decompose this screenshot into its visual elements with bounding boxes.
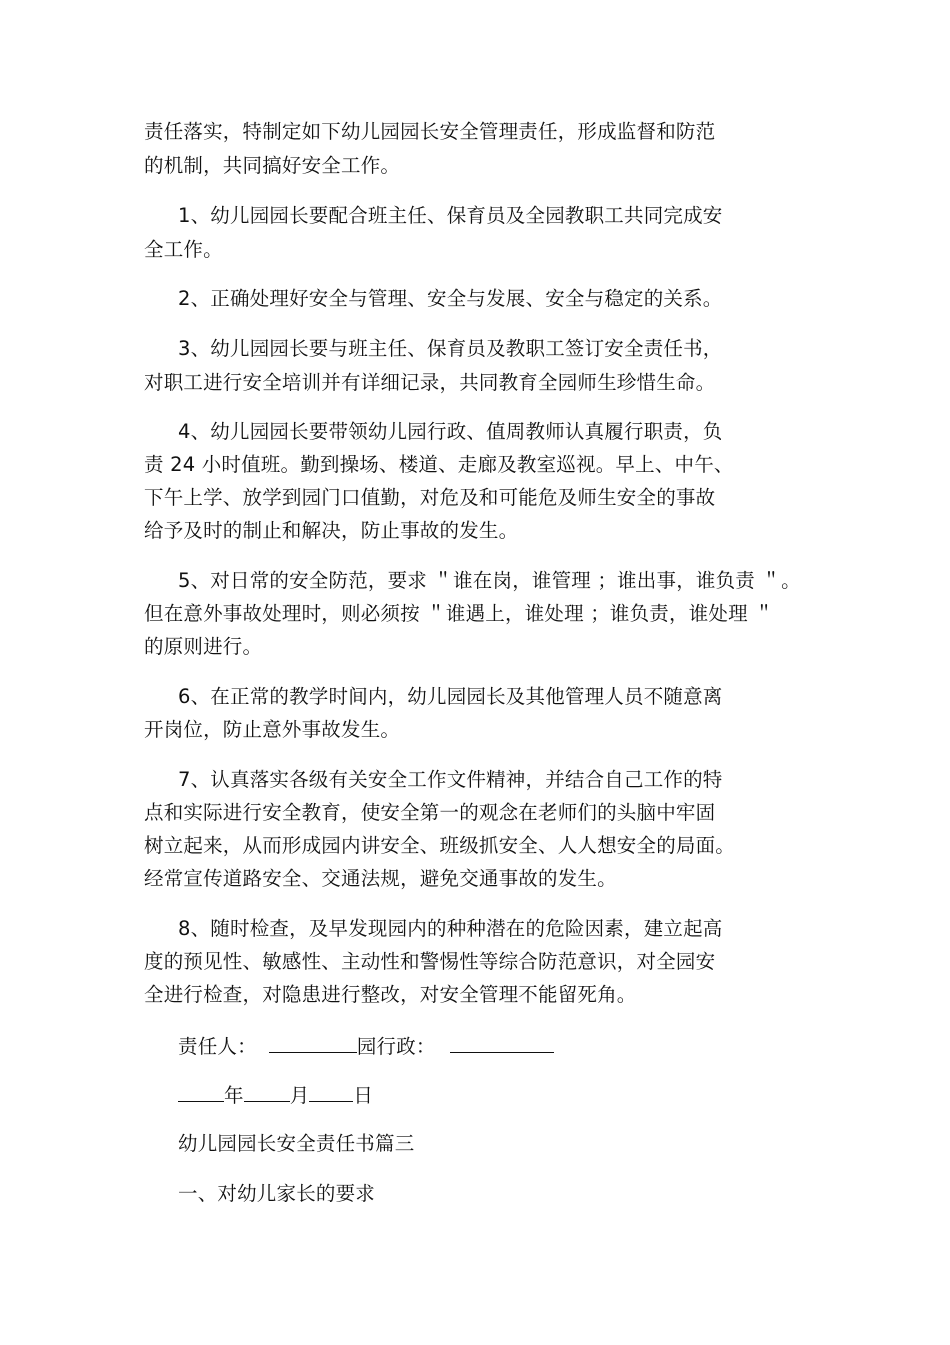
month-blank [244,1082,290,1102]
item-8-line-3: 全进行检查，对隐患进行整改，对安全管理不能留死角。 [144,983,637,1006]
responsible-label: 责任人： [178,1035,257,1058]
item-4-line-1: 4、幼儿园园长要带领幼儿园行政、值周教师认真履行职责，负 [178,420,723,443]
item-2-line-1: 2、正确处理好安全与管理、安全与发展、安全与稳定的关系。 [178,287,723,310]
admin-label: 园行政： [356,1035,436,1058]
day-blank [309,1082,353,1102]
item-8-line-1: 8、随时检查，及早发现园内的种种潜在的危险因素，建立起高 [178,917,723,940]
item-5-line-2: 但在意外事故处理时，则必须按 ＂谁遇上，谁处理 ；谁负责，谁处理 ＂ [144,602,774,625]
responsible-blank [269,1033,357,1053]
item-7-line-3: 树立起来，从而形成园内讲安全、班级抓安全、人人想安全的局面。 [144,834,736,857]
section-title: 幼儿园园长安全责任书篇三 [178,1132,415,1155]
item-4-line-3: 下午上学、放学到园门口值勤，对危及和可能危及师生安全的事故 [144,486,716,509]
signature-row [178,1033,554,1059]
item-1-line-2: 全工作。 [144,238,223,261]
item-4-line-4: 给予及时的制止和解决，防止事故的发生。 [144,519,519,542]
intro-line-1: 责任落实，特制定如下幼儿园园长安全管理责任，形成监督和防范 [144,120,716,143]
year-blank [178,1082,224,1102]
month-label: 月 [289,1084,310,1107]
item-6-line-1: 6、在正常的教学时间内，幼儿园园长及其他管理人员不随意离 [178,685,723,708]
item-5-line-1: 5、对日常的安全防范，要求 ＂谁在岗，谁管理 ；谁出事，谁负责 ＂。 [178,569,801,592]
item-3-line-2: 对职工进行安全培训并有详细记录，共同教育全园师生珍惜生命。 [144,371,716,394]
item-8-line-2: 度的预见性、敏感性、主动性和警惕性等综合防范意识，对全园安 [144,950,716,973]
subheading: 一、对幼儿家长的要求 [178,1182,376,1205]
item-7-line-2: 点和实际进行安全教育，使安全第一的观念在老师们的头脑中牢固 [144,801,716,824]
year-label: 年 [224,1084,244,1107]
admin-blank [450,1033,554,1053]
item-7-line-4: 经常宣传道路安全、交通法规，避免交通事故的发生。 [144,867,617,890]
item-6-line-2: 开岗位，防止意外事故发生。 [144,718,401,741]
item-3-line-1: 3、幼儿园园长要与班主任、保育员及教职工签订安全责任书， [178,337,723,360]
item-4-line-2: 责 24 小时值班。勤到操场、楼道、走廊及教室巡视。早上、中午、 [144,453,734,476]
item-5-line-3: 的原则进行。 [144,635,263,658]
day-label: 日 [353,1084,374,1107]
intro-line-2: 的机制，共同搞好安全工作。 [144,154,401,177]
item-1-line-1: 1、幼儿园园长要配合班主任、保育员及全园教职工共同完成安 [178,204,723,227]
item-7-line-1: 7、认真落实各级有关安全工作文件精神，并结合自己工作的特 [178,768,723,791]
date-row [178,1082,373,1108]
